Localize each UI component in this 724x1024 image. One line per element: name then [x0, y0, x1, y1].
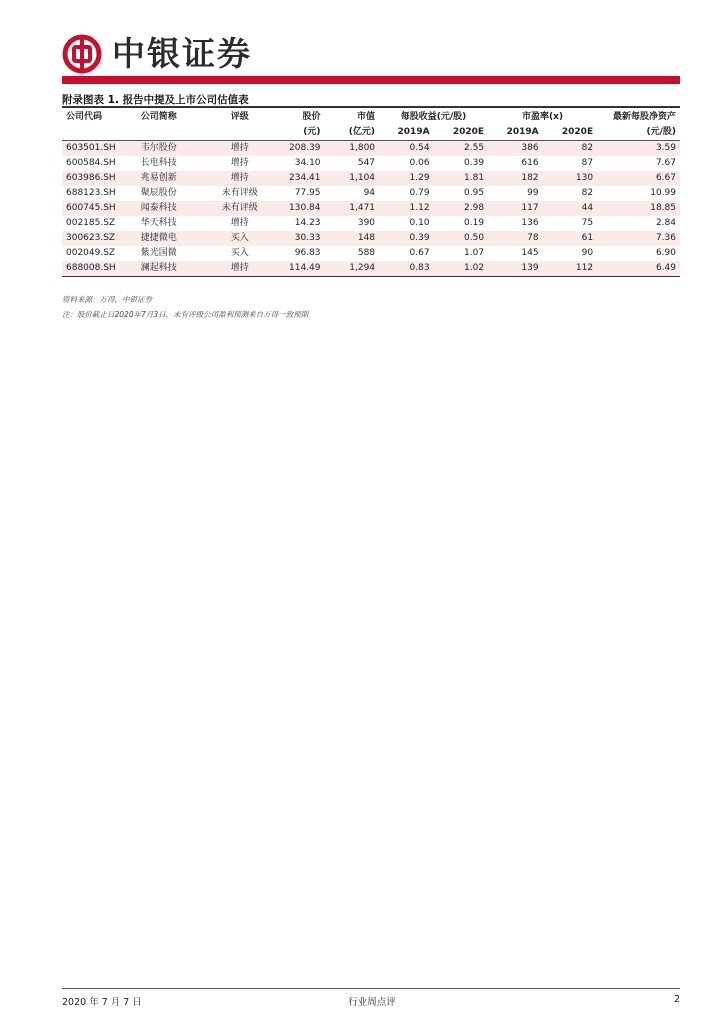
valuation-table: [62, 110, 680, 277]
cell-price: 77.95: [294, 188, 321, 198]
cell-mktcap: 1,800: [325, 141, 380, 157]
cell-mktcap: 148: [325, 231, 380, 246]
cell-name: 捷捷微电: [137, 231, 208, 246]
cell-price: 34.10: [294, 158, 321, 168]
title-divider: [62, 106, 680, 108]
cell-pe2019: 386: [488, 141, 543, 157]
cell-pe2020: 82: [543, 141, 598, 157]
cell-pe2019: 78: [488, 231, 543, 246]
table-row: [62, 261, 680, 277]
cell-rating: 增持: [230, 158, 249, 168]
footer-date: 2020 年 7 月 7 日: [62, 997, 142, 1008]
cell-pe2020: 82: [581, 188, 594, 198]
header-name: 公司简称: [140, 112, 177, 122]
cell-pe2019: 99: [527, 188, 539, 198]
cell-price: 30.33: [272, 231, 325, 246]
cell-eps2019: 0.79: [409, 188, 430, 198]
cell-name: 聚辰股份: [140, 188, 177, 198]
footer-report-type: 行业周点评: [348, 997, 396, 1008]
cell-mktcap: 1,471: [325, 201, 380, 216]
cell-rating: 未有评级: [207, 201, 272, 216]
cell-pe2020: 87: [581, 158, 594, 168]
cell-bvps: 3.59: [597, 141, 680, 157]
cell-bvps: 6.90: [655, 248, 676, 258]
cell-pe2020: 130: [543, 171, 598, 186]
cell-bvps: 6.49: [597, 261, 680, 277]
cell-name: 紫光国微: [140, 248, 177, 258]
cell-mktcap: 1,104: [325, 171, 380, 186]
header-rating: 评级: [230, 112, 249, 122]
table-row: [62, 246, 680, 261]
footer-divider: [62, 988, 680, 989]
cell-pe2020: 112: [543, 261, 598, 277]
cell-eps2020: 0.50: [434, 231, 489, 246]
cell-rating: 买入: [230, 248, 249, 258]
cell-eps2020: 1.02: [434, 261, 489, 277]
cell-mktcap: 547: [357, 158, 376, 168]
cell-bvps: 7.36: [597, 231, 680, 246]
cell-name: 兆易创新: [137, 171, 208, 186]
brand-name: 中银证券: [112, 34, 252, 73]
cell-eps2020: 1.07: [464, 248, 485, 258]
cell-eps2020: 1.81: [434, 171, 489, 186]
cell-price: 114.49: [272, 261, 325, 277]
cell-code: 603501.SH: [62, 141, 137, 157]
table-row: [62, 186, 680, 201]
cell-eps2020: 2.98: [434, 201, 489, 216]
cell-eps2019: 1.29: [379, 171, 434, 186]
subheader-pe-2019: 2019A: [488, 125, 543, 141]
header-red-bar: [62, 76, 680, 84]
source-note: 资料来源：万得，中银证券: [62, 295, 152, 304]
section-title: 附录图表 1. 报告中提及上市公司估值表: [62, 94, 249, 106]
footnote: 注：股价截止日2020年7月3日，未有评级公司盈利预测来自万得一致预期: [62, 310, 309, 319]
table-row: [62, 141, 680, 157]
cell-pe2019: 182: [488, 171, 543, 186]
bank-of-china-logo-icon: [62, 34, 102, 74]
cell-rating: 未有评级: [221, 188, 258, 198]
cell-eps2019: 0.39: [379, 231, 434, 246]
table-row: [62, 231, 680, 246]
header-code: 公司代码: [66, 112, 103, 122]
header-pe: 市盈率(x): [522, 112, 564, 122]
cell-eps2019: 1.12: [379, 201, 434, 216]
subheader-mktcap-unit: (亿元): [325, 125, 380, 141]
cell-code: 600745.SH: [62, 201, 137, 216]
cell-mktcap: 94: [363, 188, 376, 198]
table-body: [62, 141, 680, 277]
table-header-row: [62, 110, 680, 125]
cell-code: 603986.SH: [62, 171, 137, 186]
cell-pe2020: 75: [581, 218, 594, 228]
cell-name: 闻泰科技: [137, 201, 208, 216]
cell-pe2019: 616: [521, 158, 539, 168]
cell-price: 96.83: [294, 248, 321, 258]
cell-code: 002049.SZ: [66, 248, 116, 258]
cell-pe2020: 61: [543, 231, 598, 246]
cell-mktcap: 588: [357, 248, 376, 258]
cell-pe2019: 136: [521, 218, 539, 228]
cell-pe2019: 139: [488, 261, 543, 277]
cell-eps2020: 0.39: [464, 158, 485, 168]
cell-eps2019: 0.06: [409, 158, 430, 168]
cell-code: 300623.SZ: [62, 231, 137, 246]
cell-pe2020: 44: [543, 201, 598, 216]
cell-eps2019: 0.67: [409, 248, 430, 258]
cell-name: 韦尔股份: [137, 141, 208, 157]
cell-code: 688123.SH: [66, 188, 116, 198]
cell-name: 华天科技: [140, 218, 177, 228]
cell-bvps: 10.99: [650, 188, 676, 198]
cell-eps2019: 0.54: [379, 141, 434, 157]
subheader-eps-2020: 2020E: [434, 125, 489, 141]
table-row: [62, 171, 680, 186]
page-number: 2: [673, 994, 680, 1005]
cell-price: 234.41: [272, 171, 325, 186]
header-price: 股价: [302, 112, 321, 122]
cell-eps2019: 0.83: [379, 261, 434, 277]
header-eps: 每股收益(元/股): [400, 112, 467, 122]
table-subheader-row: [62, 125, 680, 141]
cell-bvps: 7.67: [655, 158, 676, 168]
cell-price: 208.39: [272, 141, 325, 157]
cell-mktcap: 1,294: [325, 261, 380, 277]
cell-eps2020: 2.55: [434, 141, 489, 157]
header-bvps: 最新每股净资产: [612, 112, 676, 122]
cell-rating: 增持: [207, 141, 272, 157]
cell-bvps: 6.67: [597, 171, 680, 186]
cell-code: 688008.SH: [62, 261, 137, 277]
cell-pe2019: 145: [521, 248, 539, 258]
cell-rating: 增持: [230, 218, 249, 228]
cell-pe2020: 90: [581, 248, 594, 258]
brand-logo: [62, 34, 252, 74]
cell-rating: 增持: [207, 261, 272, 277]
subheader-pe-2020: 2020E: [543, 125, 598, 141]
table-row: [62, 216, 680, 231]
table-row: [62, 201, 680, 216]
cell-eps2020: 0.19: [464, 218, 485, 228]
cell-bvps: 18.85: [597, 201, 680, 216]
cell-rating: 买入: [207, 231, 272, 246]
cell-price: 130.84: [272, 201, 325, 216]
cell-code: 002185.SZ: [66, 218, 116, 228]
cell-pe2019: 117: [488, 201, 543, 216]
subheader-bvps-unit: (元/股): [597, 125, 680, 141]
cell-name: 澜起科技: [137, 261, 208, 277]
cell-name: 长电科技: [140, 158, 177, 168]
cell-bvps: 2.84: [655, 218, 676, 228]
subheader-price-unit: (元): [272, 125, 325, 141]
cell-eps2019: 0.10: [409, 218, 430, 228]
cell-rating: 增持: [207, 171, 272, 186]
cell-mktcap: 390: [357, 218, 376, 228]
cell-code: 600584.SH: [66, 158, 116, 168]
cell-price: 14.23: [294, 218, 321, 228]
subheader-eps-2019: 2019A: [379, 125, 434, 141]
header-mktcap: 市值: [357, 112, 376, 122]
table-row: [62, 156, 680, 171]
cell-eps2020: 0.95: [464, 188, 485, 198]
